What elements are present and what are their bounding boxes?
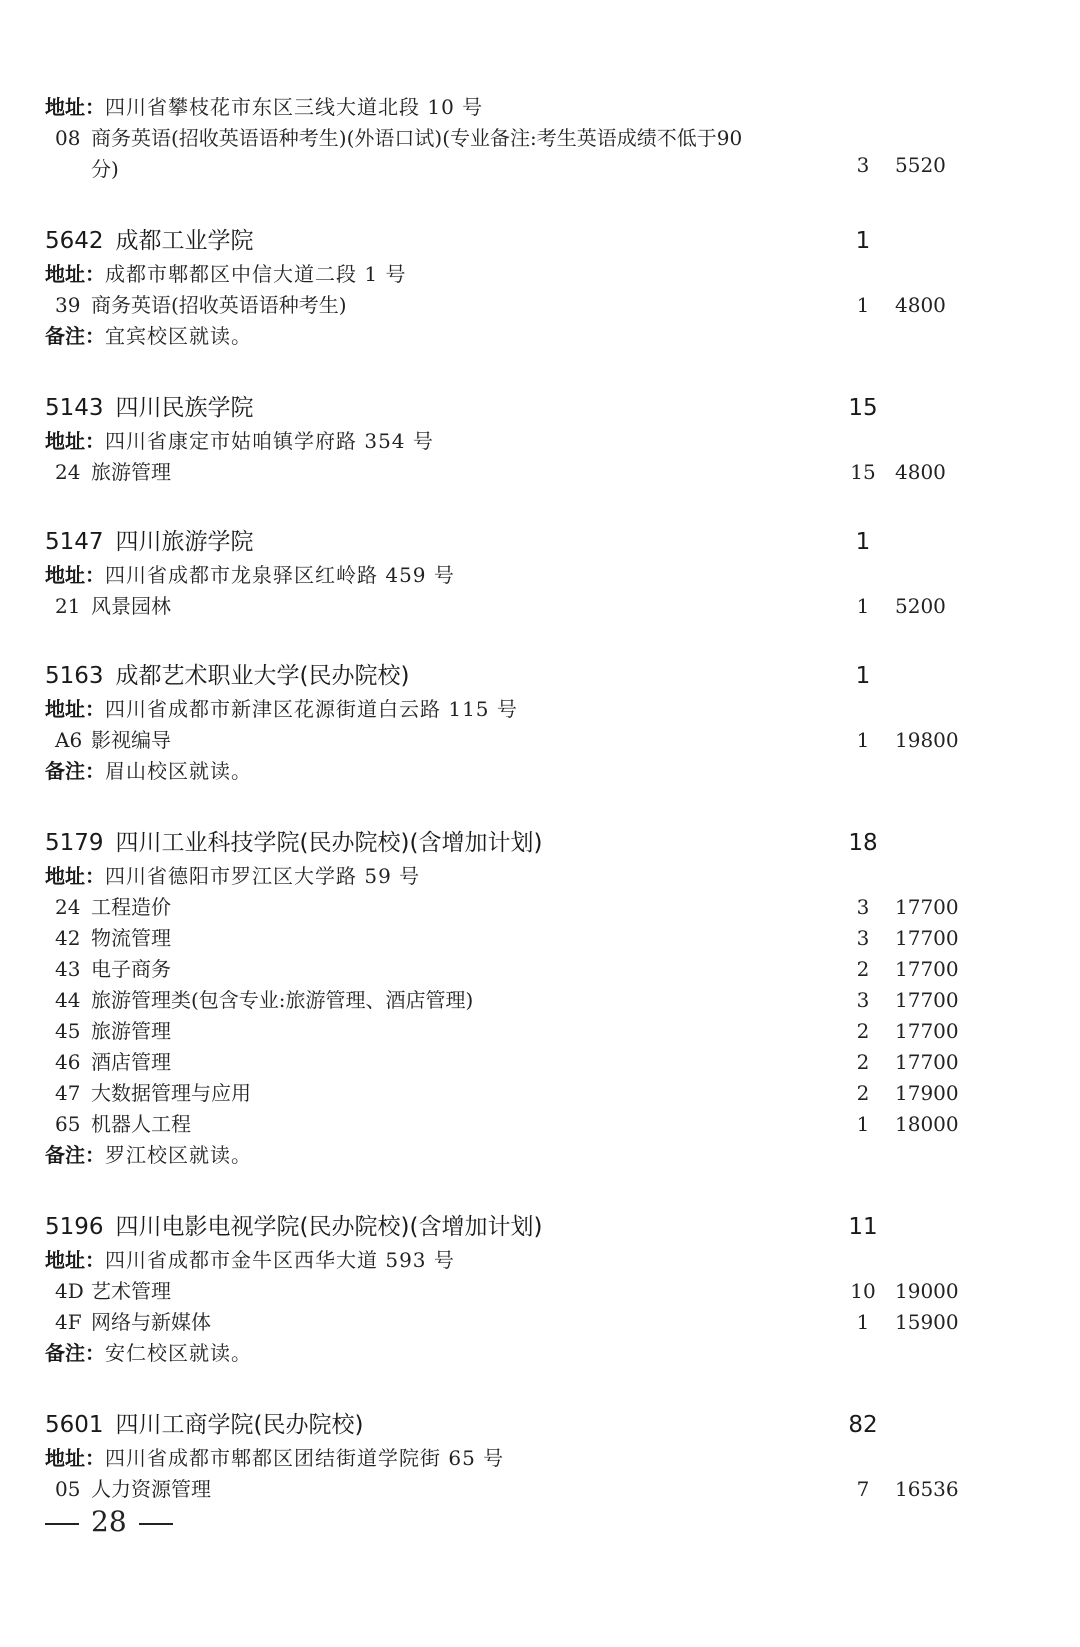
address-label: 地址： <box>45 1446 105 1470</box>
school-total: 15 <box>848 395 878 421</box>
major-code: 46 <box>55 1050 81 1074</box>
address-text: 四川省成都市龙泉驿区红岭路 459 号 <box>105 563 455 587</box>
major-fee: 17900 <box>895 1081 959 1105</box>
major-count: 2 <box>856 1050 870 1074</box>
major-row <box>45 725 1035 756</box>
major-count: 15 <box>850 460 876 484</box>
school-header <box>45 1209 1035 1245</box>
address-line <box>45 426 1035 457</box>
major-row <box>45 1474 1035 1505</box>
school-name: 成都艺术职业大学(民办院校) <box>115 663 410 689</box>
major-fee: 17700 <box>895 1050 959 1074</box>
major-fee: 5200 <box>895 594 946 618</box>
address-label: 地址： <box>45 563 105 587</box>
page-footer <box>45 1500 173 1544</box>
note-line <box>45 756 1035 787</box>
school-total: 1 <box>855 529 871 555</box>
address-label: 地址： <box>45 262 105 286</box>
address-text: 成都市郫都区中信大道二段 1 号 <box>105 262 407 286</box>
school-name: 四川工业科技学院(民办院校)(含增加计划) <box>115 830 543 856</box>
major-count: 2 <box>856 957 870 981</box>
major-fee: 17700 <box>895 926 959 950</box>
major-code: 43 <box>55 957 81 981</box>
school-name: 四川旅游学院 <box>115 529 254 555</box>
major-code: 05 <box>55 1477 81 1501</box>
major-fee: 17700 <box>895 1019 959 1043</box>
major-row <box>45 1276 1035 1307</box>
major-fee: 19000 <box>895 1279 959 1303</box>
footer-dash-left <box>45 1523 79 1525</box>
address-text: 四川省攀枝花市东区三线大道北段 10 号 <box>105 95 484 119</box>
school-block <box>45 390 1035 488</box>
school-block <box>45 825 1035 1171</box>
major-name: 旅游管理 <box>91 1019 171 1043</box>
school-name: 成都工业学院 <box>115 228 254 254</box>
major-count: 1 <box>856 728 870 752</box>
school-header <box>45 390 1035 426</box>
address-line <box>45 1443 1035 1474</box>
address-line <box>45 92 1035 123</box>
major-row <box>45 457 1035 488</box>
address-text: 四川省康定市姑咱镇学府路 354 号 <box>105 429 434 453</box>
major-row <box>45 1078 1035 1109</box>
major-fee: 17700 <box>895 988 959 1012</box>
school-header <box>45 1407 1035 1443</box>
major-count: 3 <box>856 988 870 1012</box>
address-line <box>45 1245 1035 1276</box>
school-block <box>45 223 1035 352</box>
major-name: 旅游管理 <box>91 460 171 484</box>
continued-school-block <box>45 92 1035 181</box>
address-line <box>45 259 1035 290</box>
major-fee: 16536 <box>895 1477 959 1501</box>
address-label: 地址： <box>45 95 105 119</box>
major-code: 24 <box>55 460 81 484</box>
major-name: 风景园林 <box>91 594 171 618</box>
note-text: 宜宾校区就读。 <box>105 324 252 348</box>
address-text: 四川省德阳市罗江区大学路 59 号 <box>105 864 421 888</box>
footer-dash-right <box>139 1523 173 1525</box>
school-name: 四川民族学院 <box>115 395 254 421</box>
address-label: 地址： <box>45 1248 105 1272</box>
major-row <box>45 123 1035 181</box>
school-header <box>45 825 1035 861</box>
major-name: 机器人工程 <box>91 1112 191 1136</box>
school-total: 1 <box>855 228 871 254</box>
major-name: 酒店管理 <box>91 1050 171 1074</box>
major-name: 网络与新媒体 <box>91 1310 211 1334</box>
major-name: 艺术管理 <box>91 1279 171 1303</box>
address-label: 地址： <box>45 697 105 721</box>
address-label: 地址： <box>45 864 105 888</box>
major-name: 电子商务 <box>91 957 171 981</box>
major-name: 影视编导 <box>91 728 171 752</box>
major-count: 10 <box>850 1279 876 1303</box>
major-fee: 18000 <box>895 1112 959 1136</box>
major-row <box>45 1109 1035 1140</box>
major-code: 65 <box>55 1112 81 1136</box>
school-code: 5163 <box>45 663 104 689</box>
school-code: 5147 <box>45 529 104 555</box>
school-code: 5179 <box>45 830 104 856</box>
major-fee: 4800 <box>895 293 946 317</box>
major-row <box>45 892 1035 923</box>
school-header <box>45 658 1035 694</box>
major-name: 旅游管理类(包含专业:旅游管理、酒店管理) <box>91 988 474 1012</box>
major-name: 商务英语(招收英语语种考生)(外语口试)(专业备注:考生英语成绩不低于90分) <box>91 126 743 181</box>
major-row <box>45 1307 1035 1338</box>
major-code: 24 <box>55 895 81 919</box>
major-name: 物流管理 <box>91 926 171 950</box>
school-code: 5642 <box>45 228 104 254</box>
address-line <box>45 560 1035 591</box>
major-code: 21 <box>55 594 81 618</box>
school-block <box>45 1209 1035 1369</box>
major-row <box>45 290 1035 321</box>
school-header <box>45 524 1035 560</box>
major-name: 大数据管理与应用 <box>91 1081 251 1105</box>
major-name: 工程造价 <box>91 895 171 919</box>
major-code: 4F <box>55 1310 82 1334</box>
note-label: 备注： <box>45 759 105 783</box>
note-text: 罗江校区就读。 <box>105 1143 252 1167</box>
major-code: 45 <box>55 1019 81 1043</box>
major-row <box>45 1016 1035 1047</box>
major-code: A6 <box>55 728 83 752</box>
note-text: 眉山校区就读。 <box>105 759 252 783</box>
school-total: 11 <box>848 1214 878 1240</box>
major-row <box>45 985 1035 1016</box>
major-fee: 17700 <box>895 957 959 981</box>
note-text: 安仁校区就读。 <box>105 1341 252 1365</box>
major-fee: 5520 <box>895 153 946 177</box>
major-count: 7 <box>856 1477 870 1501</box>
major-row <box>45 954 1035 985</box>
major-code: 08 <box>55 126 81 150</box>
major-code: 4D <box>55 1279 84 1303</box>
school-block <box>45 1407 1035 1505</box>
address-label: 地址： <box>45 429 105 453</box>
school-total: 82 <box>848 1412 878 1438</box>
address-text: 四川省成都市新津区花源街道白云路 115 号 <box>105 697 518 721</box>
major-count: 2 <box>856 1081 870 1105</box>
note-line <box>45 321 1035 352</box>
major-count: 2 <box>856 1019 870 1043</box>
note-label: 备注： <box>45 1341 105 1365</box>
major-row <box>45 1047 1035 1078</box>
school-code: 5143 <box>45 395 104 421</box>
school-block <box>45 524 1035 622</box>
note-line <box>45 1140 1035 1171</box>
school-header <box>45 223 1035 259</box>
major-code: 47 <box>55 1081 81 1105</box>
major-fee: 19800 <box>895 728 959 752</box>
address-line <box>45 861 1035 892</box>
major-fee: 4800 <box>895 460 946 484</box>
major-name: 商务英语(招收英语语种考生) <box>91 293 347 317</box>
school-code: 5601 <box>45 1412 104 1438</box>
major-count: 1 <box>856 293 870 317</box>
address-text: 四川省成都市郫都区团结街道学院街 65 号 <box>105 1446 505 1470</box>
address-line <box>45 694 1035 725</box>
major-count: 3 <box>856 153 870 177</box>
page-number: 28 <box>91 1505 127 1538</box>
major-fee: 17700 <box>895 895 959 919</box>
major-count: 3 <box>856 895 870 919</box>
note-label: 备注： <box>45 324 105 348</box>
major-code: 42 <box>55 926 81 950</box>
major-count: 1 <box>856 594 870 618</box>
major-fee: 15900 <box>895 1310 959 1334</box>
major-count: 1 <box>856 1112 870 1136</box>
school-name: 四川电影电视学院(民办院校)(含增加计划) <box>115 1214 543 1240</box>
school-total: 18 <box>848 830 878 856</box>
school-code: 5196 <box>45 1214 104 1240</box>
school-name: 四川工商学院(民办院校) <box>115 1412 364 1438</box>
major-count: 3 <box>856 926 870 950</box>
admission-plan-list <box>45 92 1035 1505</box>
major-count: 1 <box>856 1310 870 1334</box>
major-name: 人力资源管理 <box>91 1477 211 1501</box>
major-code: 44 <box>55 988 81 1012</box>
note-line <box>45 1338 1035 1369</box>
address-text: 四川省成都市金牛区西华大道 593 号 <box>105 1248 455 1272</box>
major-row <box>45 923 1035 954</box>
school-block <box>45 658 1035 787</box>
school-total: 1 <box>855 663 871 689</box>
major-code: 39 <box>55 293 81 317</box>
note-label: 备注： <box>45 1143 105 1167</box>
major-row <box>45 591 1035 622</box>
